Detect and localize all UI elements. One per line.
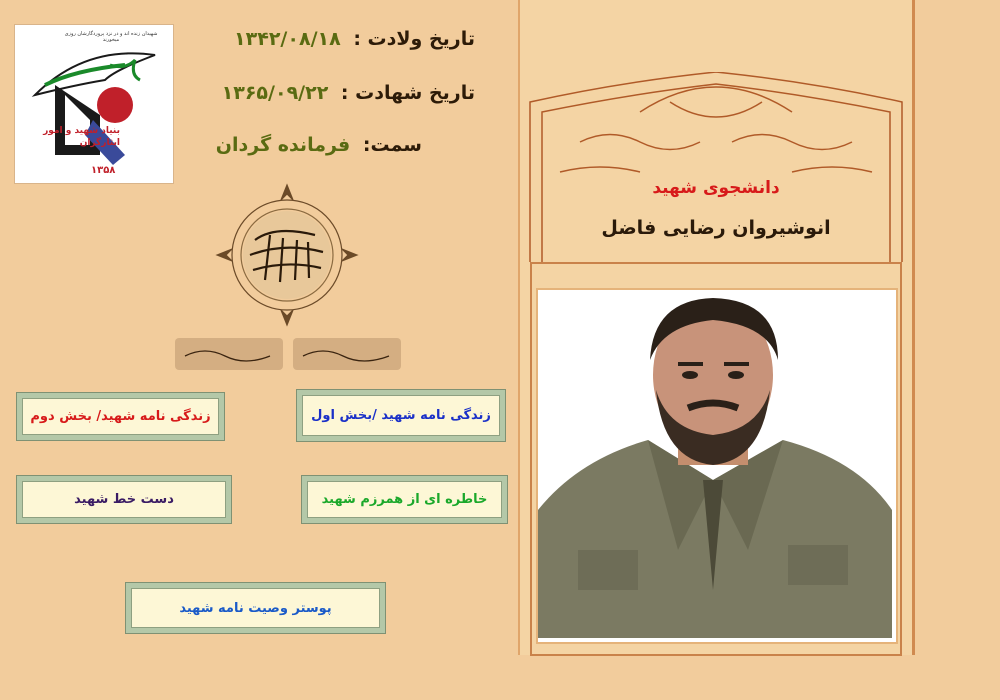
position-value: فرمانده گردان [215,134,351,156]
will-poster-button[interactable]: پوستر وصیت نامه شهید [126,583,385,633]
bio-part2-button[interactable]: زندگی نامه شهید/ بخش دوم [17,393,224,440]
martyr-portrait [536,288,898,644]
frame-subtitle: دانشجوی شهید [652,178,780,198]
bio-part1-button[interactable]: زندگی نامه شهید /بخش اول [297,390,505,441]
logo-org-name: بنیاد شهید و امور ایثارگران [43,126,120,148]
calligraphy-emblem-icon [175,180,410,380]
foundation-logo [14,24,174,184]
position-label: سمت: [362,134,422,156]
logo-arc-text: شهیدان زنده اند و در نزد پروردگارشان روزی میخورند [64,31,158,43]
position-line [216,134,422,156]
birth-date-label: تاریخ ولادت : [353,28,475,50]
memoir-button[interactable]: خاطره ای از همرزم شهید [302,476,507,523]
martyrdom-date-line [222,82,475,104]
birth-date-value: ۱۳۴۲/۰۸/۱۸ [234,28,341,50]
martyr-frame [518,0,915,655]
martyrdom-date-label: تاریخ شهادت : [340,82,475,104]
martyr-name: انوشیروان رضایی فاضل [601,217,831,239]
martyr-portrait-icon [538,290,892,638]
birth-date-line [234,28,475,50]
logo-year: ۱۳۵۸ [91,165,116,176]
foundation-logo-icon [15,25,173,183]
handwriting-button[interactable]: دست خط شهید [17,476,231,523]
martyrdom-date-value: ۱۳۶۵/۰۹/۲۲ [221,82,329,104]
